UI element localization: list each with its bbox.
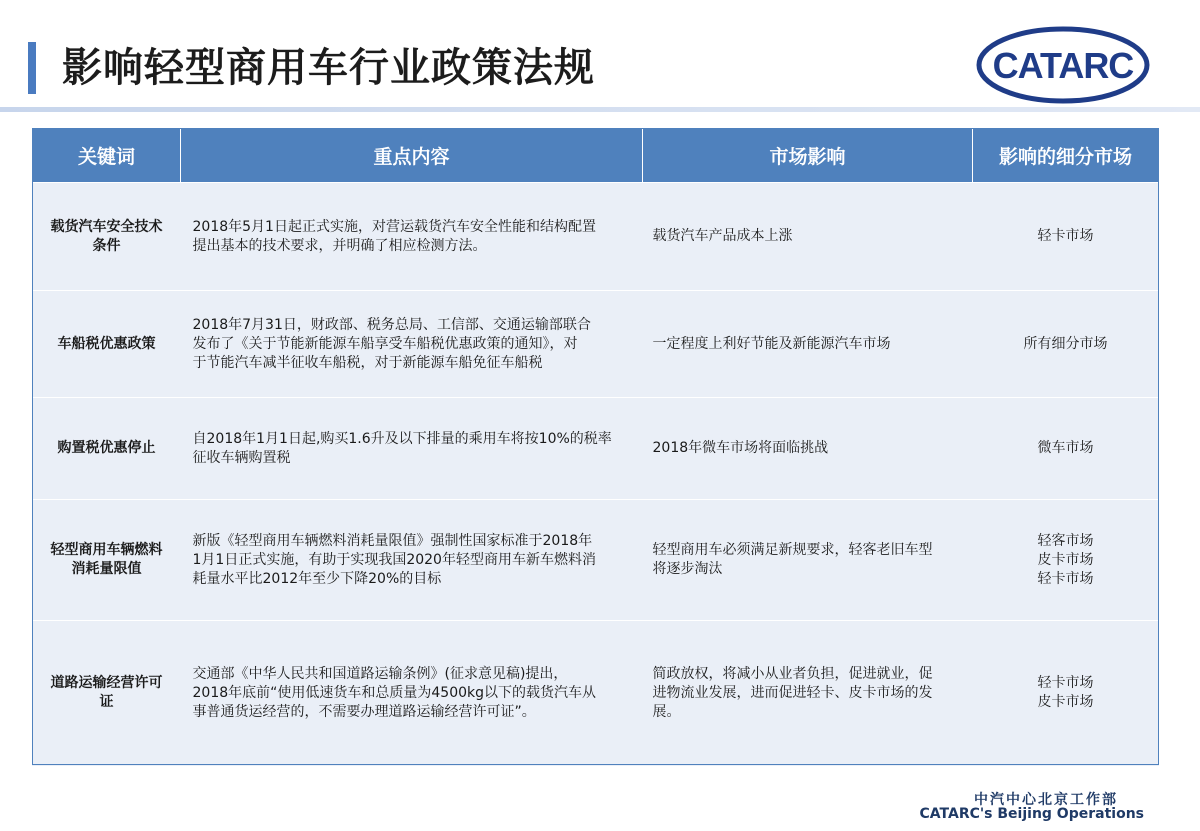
content-cell-line: 1月1日正式实施，有助于实现我国2020年轻型商用车新车燃料消	[192, 551, 596, 568]
keyword-cell-line: 购置税优惠停止	[57, 440, 156, 456]
content-cell	[181, 500, 643, 621]
content-cell-line: 提出基本的技术要求，并明确了相应检测方法。	[192, 237, 487, 254]
content-cell-line: 发布了《关于节能新能源车船享受车船税优惠政策的通知》，对	[192, 335, 578, 352]
keyword-cell-line: 轻型商用车辆燃料	[50, 542, 163, 558]
impact-cell-line: 简政放权，将减小从业者负担，促进就业，促	[652, 665, 933, 682]
impact-cell	[643, 291, 973, 398]
content-cell-line: 交通部《中华人民共和国道路运输条例》(征求意见稿)提出，	[192, 665, 568, 682]
policy-table	[32, 128, 1159, 766]
content-cell-line: 征收车辆购置税	[192, 449, 291, 466]
content-cell	[181, 621, 643, 766]
table-row	[33, 183, 1159, 291]
keyword-cell	[33, 621, 181, 766]
content-cell-line: 于节能汽车减半征收车船税，对于新能源车船免征车船税	[192, 354, 543, 371]
content-cell-line: 事普通货运经营的，不需要办理道路运输经营许可证”。	[192, 703, 536, 720]
content-cell-line: 新版《轻型商用车辆燃料消耗量限值》强制性国家标准于2018年	[192, 532, 593, 549]
segment-cell	[973, 398, 1159, 500]
keyword-cell-line: 证	[99, 694, 114, 711]
segment-cell-line: 轻客市场	[1037, 532, 1094, 549]
header-keyword: 关键词	[33, 129, 181, 183]
impact-cell-line: 2018年微车市场将面临挑战	[652, 440, 829, 456]
keyword-cell	[33, 500, 181, 621]
segment-cell-line: 微车市场	[1037, 440, 1094, 456]
header-segment: 影响的细分市场	[973, 129, 1159, 183]
segment-cell-line: 轻卡市场	[1037, 675, 1094, 692]
content-cell	[181, 183, 643, 291]
impact-cell	[643, 398, 973, 500]
keyword-cell-line: 条件	[92, 237, 121, 254]
keyword-cell-line: 车船税优惠政策	[57, 335, 156, 352]
keyword-cell	[33, 398, 181, 500]
impact-cell	[643, 500, 973, 621]
segment-cell	[973, 621, 1159, 766]
table-row	[33, 621, 1159, 766]
segment-cell	[973, 500, 1159, 621]
content-cell	[181, 398, 643, 500]
segment-cell-line: 所有细分市场	[1023, 335, 1108, 352]
keyword-cell	[33, 183, 181, 291]
logo-text: CATARC	[992, 45, 1134, 86]
title-accent-bar	[28, 42, 36, 94]
content-cell	[181, 291, 643, 398]
keyword-cell	[33, 291, 181, 398]
impact-cell-line: 进物流业发展，进而促进轻卡、皮卡市场的发	[652, 684, 933, 701]
impact-cell-line: 将逐步淘汰	[652, 561, 723, 577]
catarc-logo	[976, 26, 1150, 104]
table-body	[33, 183, 1159, 766]
impact-cell	[643, 621, 973, 766]
content-cell-line: 自2018年1月1日起,购买1.6升及以下排量的乘用车将按10%的税率	[192, 430, 612, 447]
header-content: 重点内容	[181, 129, 643, 183]
segment-cell	[973, 183, 1159, 291]
table-row	[33, 500, 1159, 621]
table-row	[33, 291, 1159, 398]
content-cell-line: 耗量水平比2012年至少下降20%的目标	[192, 570, 442, 587]
segment-cell-line: 皮卡市场	[1037, 694, 1094, 711]
page-title: 影响轻型商用车行业政策法规	[62, 45, 595, 91]
content-cell-line: 2018年底前“使用低速货车和总质量为4500kg以下的载货汽车从	[192, 684, 597, 701]
header-impact: 市场影响	[643, 129, 973, 183]
header-rule	[0, 107, 1200, 112]
impact-cell-line: 展。	[652, 703, 681, 720]
content-cell-line: 2018年7月31日，财政部、税务总局、工信部、交通运输部联合	[192, 316, 591, 333]
table-row	[33, 398, 1159, 500]
impact-cell	[643, 183, 973, 291]
content-cell-line: 2018年5月1日起正式实施，对营运载货汽车安全性能和结构配置	[192, 218, 596, 235]
impact-cell-line: 轻型商用车必须满足新规要求，轻客老旧车型	[652, 542, 933, 558]
segment-cell	[973, 291, 1159, 398]
segment-cell-line: 轻卡市场	[1037, 570, 1094, 587]
impact-cell-line: 载货汽车产品成本上涨	[652, 228, 793, 244]
keyword-cell-line: 道路运输经营许可	[50, 675, 163, 692]
keyword-cell-line: 消耗量限值	[71, 561, 142, 577]
keyword-cell-line: 载货汽车安全技术	[50, 218, 163, 235]
footer-org-cn: 中汽中心北京工作部	[974, 792, 1118, 808]
segment-cell-line: 皮卡市场	[1037, 551, 1094, 568]
footer-org-en: CATARC's Beijing Operations	[919, 806, 1144, 822]
segment-cell-line: 轻卡市场	[1037, 228, 1094, 244]
table-header-row	[33, 129, 1159, 183]
impact-cell-line: 一定程度上利好节能及新能源汽车市场	[652, 335, 891, 352]
